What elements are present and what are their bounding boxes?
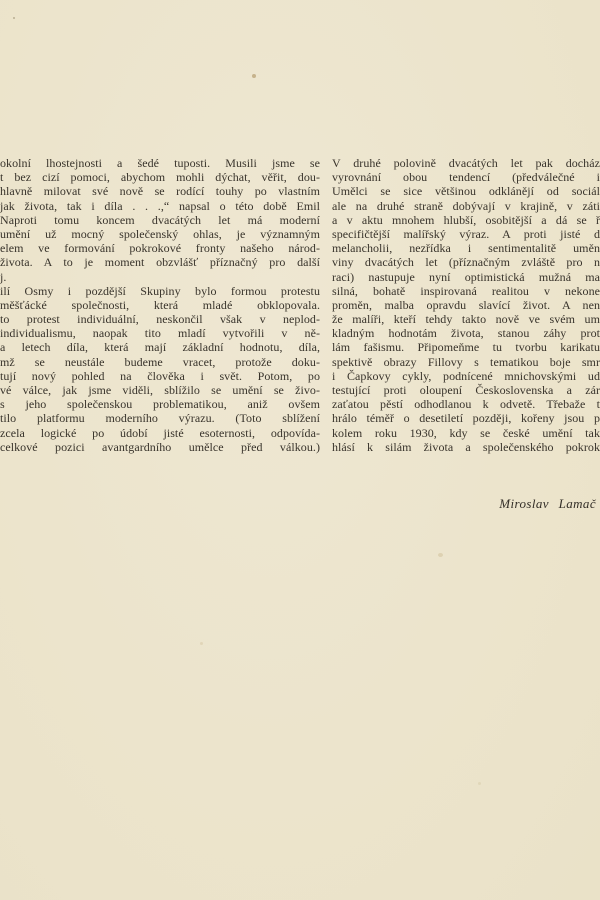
- text-line: a v aktu mnohem hlubší, osobitější a dá se ř: [332, 212, 600, 227]
- text-line: že malíři, kteří tehdy takto nově ve svém um: [332, 312, 600, 327]
- text-line: j.: [0, 269, 7, 284]
- paper-speck: [13, 17, 15, 19]
- text-line: viny dvacátých let (příznačným zvláště pro n: [332, 255, 600, 270]
- text-line: spektivě obrazy Fillovy s tematikou boje smr: [332, 354, 600, 369]
- text-line: V druhé polovině dvacátých let pak docház: [332, 156, 600, 170]
- text-line: vyrovnání obou tendencí (předválečné i: [332, 170, 600, 185]
- text-line: života. A to je moment obzvlášť příznačný pro další: [0, 255, 320, 270]
- text-line: tilo platformu moderního výrazu. (Toto sblížení: [0, 411, 320, 426]
- text-line: kolem roku 1930, kdy se české umění tak: [332, 425, 600, 440]
- text-line: a letech díla, která mají základní hodnotu, díla,: [0, 340, 320, 355]
- text-line: lám fašismu. Připomeňme tu tvorbu karikatu: [332, 340, 600, 355]
- text-line: okolní lhostejnosti a šedé tuposti. Musili jsme se: [0, 156, 320, 170]
- text-line: specifičtější malířský výraz. A proti jisté d: [332, 226, 600, 241]
- text-line: Naproti tomu koncem dvacátých let má moderní: [0, 212, 320, 227]
- text-line: testující proti oloupení Československa a zár: [332, 383, 600, 397]
- text-line: celkové pozici avantgardního umělce před válkou.): [0, 439, 320, 454]
- text-line: kladným hodnotám života, stanou záhy prot: [332, 326, 600, 341]
- text-line: hlásí k silám života a společenského pokrok: [332, 439, 600, 454]
- text-line: ilí Osmy i pozdější Skupiny bylo formou protestu: [0, 283, 320, 298]
- text-line: hrálo téměř o desetiletí později, kořeny jsou p: [332, 411, 600, 426]
- text-line: to protest individuální, neskončil však v neplod-: [0, 312, 320, 327]
- text-line: umění už mocný společenský ohlas, je významným: [0, 226, 320, 241]
- text-line: Umělci se sice většinou odklánějí od sociál: [332, 184, 600, 199]
- text-line: ale na druhé straně dobývají v krajině, v záti: [332, 198, 600, 213]
- text-line: i Čapkovy cykly, podnícené mnichovskými ud: [332, 368, 600, 383]
- text-line: elem ve formování pokrokové fronty našeho národ-: [0, 241, 320, 256]
- paper-speck: [478, 782, 481, 785]
- text-column-right: [332, 156, 600, 454]
- text-line: jak života, tak i díla . . .,“ napsal o této době Emil: [0, 198, 320, 213]
- text-line: individualismu, naopak tito mladí vytvořili v ně-: [0, 326, 320, 341]
- paper-speck: [252, 74, 256, 78]
- text-line: zaťatou pěstí odhodlanou k odvetě. Třebaže t: [332, 397, 600, 412]
- text-line: vé válce, jak jsme viděli, sblížilo se umění se živo-: [0, 383, 320, 397]
- paper-speck: [438, 553, 443, 557]
- text-line: proměn, malba opravdu slavící život. A nen: [332, 297, 600, 312]
- text-column-left: [0, 156, 320, 454]
- text-line: zcela logické po údobí jisté esoternosti, odpovída-: [0, 425, 320, 440]
- text-line: mž se neustále budeme vracet, protože doku-: [0, 354, 320, 369]
- text-line: melancholii, nezřídka i sentimentalitě uměn: [332, 241, 600, 256]
- text-line: měšťácké společnosti, která mladé obklopovala.: [0, 297, 320, 312]
- text-line: silná, bohatě inspirovaná realitou v nekone: [332, 283, 600, 298]
- text-line: hlavně milovat své nově se rodící touhy po vlastním: [0, 184, 320, 199]
- author-byline: Miroslav Lamač: [499, 496, 596, 511]
- text-line: tují nový pohled na člověka i svět. Potom, po: [0, 368, 320, 383]
- text-line: raci) nastupuje nyní optimistická mužná ma: [332, 269, 600, 284]
- paper-speck: [200, 642, 203, 645]
- text-line: s jeho společenskou problematikou, aniž ovšem: [0, 397, 320, 412]
- text-line: t bez cizí pomoci, abychom mohli dýchat, věřit, dou-: [0, 170, 320, 185]
